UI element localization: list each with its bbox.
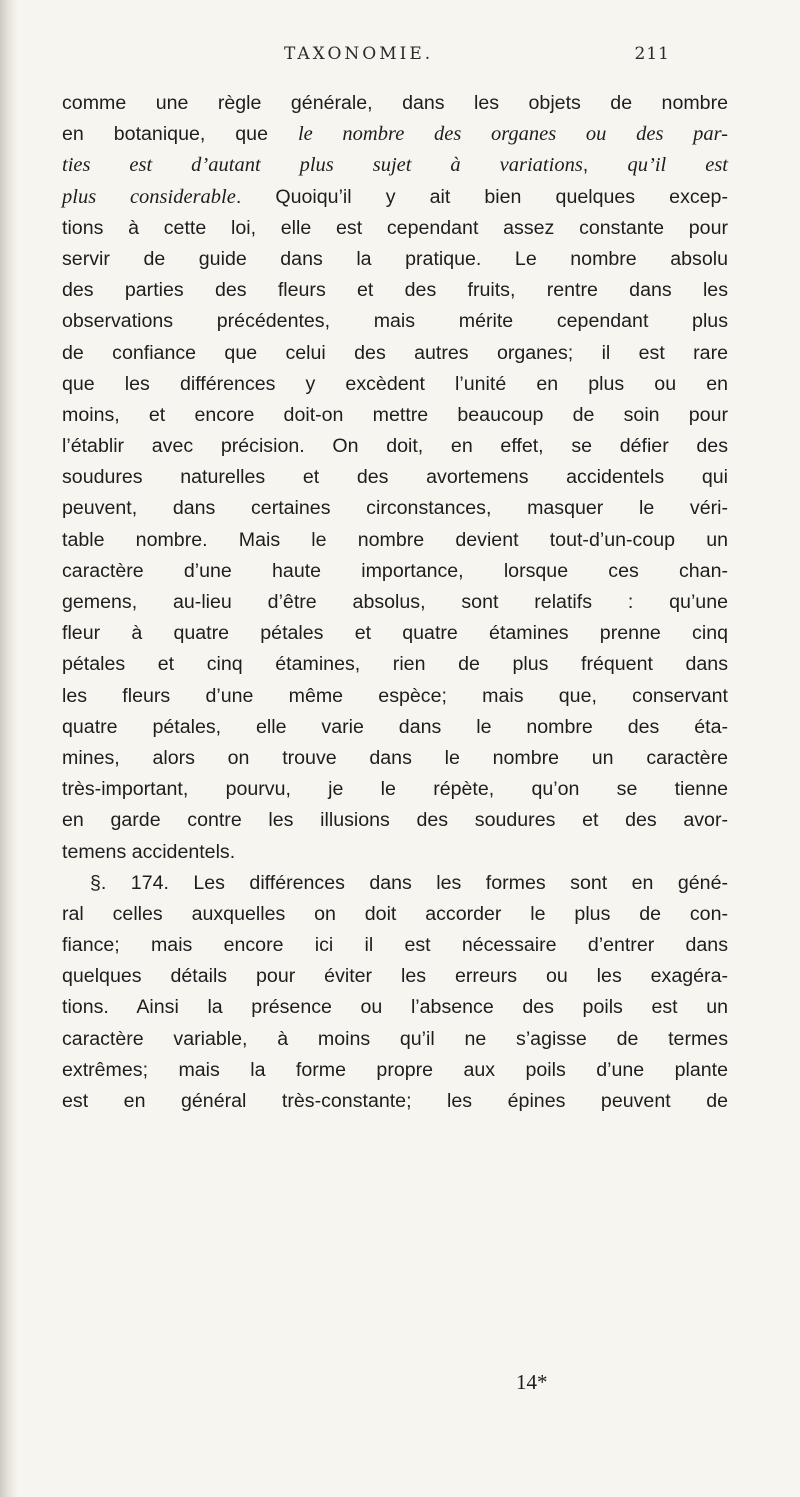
text-line	[62, 681, 728, 712]
text-segment: fiance; mais encore ici il est nécessaire d’entrer dans	[62, 934, 728, 957]
text-line	[62, 431, 728, 462]
text-segment: extrêmes; mais la forme propre aux poils d’une plante	[62, 1058, 728, 1081]
text-line	[62, 868, 728, 899]
text-line	[62, 961, 728, 992]
text-line	[62, 338, 728, 369]
text-line	[62, 213, 728, 244]
text-line	[62, 712, 728, 743]
text-segment: temens accidentels.	[62, 840, 236, 863]
text-line	[62, 493, 728, 524]
text-line	[62, 400, 728, 431]
text-segment: caractère d’une haute importance, lorsque ces chan-	[62, 559, 728, 582]
text-segment: caractère variable, à moins qu’il ne s’agisse de termes	[62, 1027, 728, 1050]
text-segment: de confiance que celui des autres organes; il est rare	[62, 341, 728, 364]
text-line	[62, 525, 728, 556]
text-line	[62, 88, 728, 119]
text-segment: mines, alors on trouve dans le nombre un caractère	[62, 746, 728, 769]
text-line	[62, 462, 728, 493]
text-segment: . Quoiqu’il y ait bien quelques excep-	[235, 185, 728, 208]
text-line	[62, 1086, 728, 1117]
text-line	[62, 1024, 728, 1055]
running-title: TAXONOMIE.	[284, 44, 434, 64]
running-header	[255, 40, 670, 70]
text-line	[62, 556, 728, 587]
italic-text: ties est d’autant plus sujet à variations	[62, 154, 583, 177]
text-line	[62, 992, 728, 1023]
text-line	[62, 837, 728, 868]
text-segment: les fleurs d’une même espèce; mais que, conservant	[62, 684, 728, 707]
text-segment: tions à cette loi, elle est cependant assez constante pour	[62, 216, 728, 239]
text-line	[62, 899, 728, 930]
text-segment: servir de guide dans la pratique. Le nombre absolu	[62, 247, 728, 270]
text-line	[62, 587, 728, 618]
text-line	[62, 805, 728, 836]
text-line	[62, 1055, 728, 1086]
text-segment: gemens, au-lieu d’être absolus, sont relatifs : qu’une	[62, 591, 728, 613]
italic-text: le nombre des organes ou des par-	[297, 123, 728, 146]
text-line	[62, 369, 728, 400]
text-segment: fleur à quatre pétales et quatre étamines prenne cinq	[62, 622, 728, 645]
text-line	[62, 774, 728, 805]
signature-mark: 14*	[516, 1370, 548, 1394]
text-segment: quatre pétales, elle varie dans le nombre des éta-	[62, 715, 728, 738]
page-binding-shadow	[0, 0, 18, 1497]
body-text	[62, 88, 728, 1117]
text-line	[62, 150, 728, 181]
text-segment: que les différences y excèdent l’unité en plus ou en	[62, 372, 728, 395]
page-number: 211	[634, 44, 670, 64]
italic-text: plus considerable	[62, 185, 236, 208]
text-line	[62, 182, 728, 213]
text-segment: en garde contre les illusions des soudures et des avor-	[62, 809, 728, 832]
text-segment: quelques détails pour éviter les erreurs ou les exagéra-	[62, 965, 728, 988]
text-line	[62, 649, 728, 680]
text-segment: observations précédentes, mais mérite cependant plus	[62, 310, 728, 333]
text-segment: soudures naturelles et des avortemens accidentels qui	[62, 466, 728, 489]
text-segment: tions. Ainsi la présence ou l’absence des poils est un	[62, 996, 728, 1019]
text-segment: l’établir avec précision. On doit, en effet, se défier des	[62, 435, 728, 458]
text-segment: très-important, pourvu, je le répète, qu’on se tienne	[62, 778, 728, 801]
text-line	[62, 618, 728, 649]
text-segment: moins, et encore doit-on mettre beaucoup de soin pour	[62, 403, 728, 426]
text-segment: pétales et cinq étamines, rien de plus fréquent dans	[62, 653, 728, 676]
text-line	[62, 119, 728, 150]
text-line	[62, 275, 728, 306]
text-segment: peuvent, dans certaines circonstances, masquer le véri-	[62, 497, 728, 520]
italic-text: qu’il est	[627, 154, 728, 177]
text-segment: en botanique, que	[62, 123, 298, 146]
text-segment: ral celles auxquelles on doit accorder le plus de con-	[62, 902, 728, 925]
text-line	[62, 244, 728, 275]
text-segment: ,	[582, 154, 628, 177]
text-segment: §. 174. Les différences dans les formes sont en géné-	[90, 871, 728, 894]
text-line	[62, 743, 728, 774]
text-segment: table nombre. Mais le nombre devient tout-d’un-coup un	[62, 528, 728, 551]
text-line	[62, 306, 728, 337]
text-line	[62, 930, 728, 961]
text-segment: comme une règle générale, dans les objets de nombre	[62, 92, 728, 114]
text-segment: des parties des fleurs et des fruits, rentre dans les	[62, 279, 728, 302]
text-segment: est en général très-constante; les épines peuvent de	[62, 1090, 728, 1112]
